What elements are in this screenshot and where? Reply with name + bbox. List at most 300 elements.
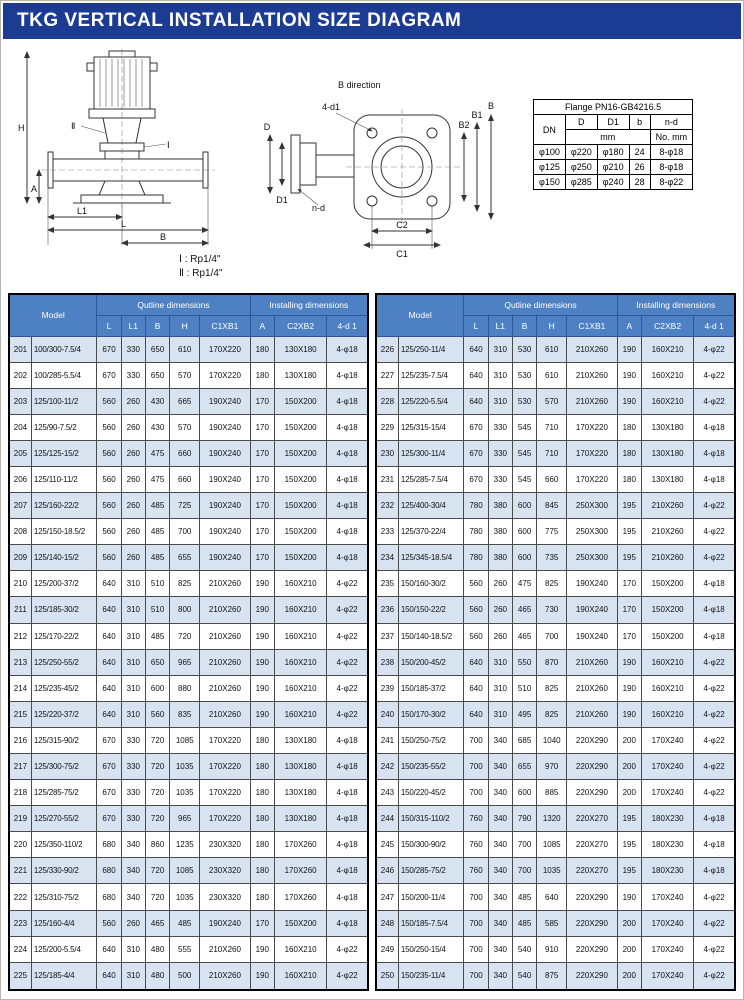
table-cell: 160X210 bbox=[274, 962, 326, 990]
table-cell: 190 bbox=[250, 936, 274, 962]
table-cell: 310 bbox=[488, 362, 512, 388]
table-cell: 26 bbox=[629, 160, 650, 175]
table-cell: 130X180 bbox=[274, 336, 326, 362]
table-cell: 190 bbox=[250, 649, 274, 675]
table-cell: 340 bbox=[488, 884, 512, 910]
table-cell: 685 bbox=[512, 727, 536, 753]
table-cell: 222 bbox=[9, 884, 31, 910]
table-cell: 4-φ18 bbox=[327, 727, 368, 753]
table-cell: 170X240 bbox=[641, 727, 693, 753]
table-cell: 200 bbox=[617, 910, 641, 936]
col-header-nd: n-d bbox=[650, 115, 693, 130]
table-cell: 4-φ18 bbox=[694, 466, 735, 492]
table-cell: 190X240 bbox=[200, 519, 250, 545]
table-cell: 125/185-30/2 bbox=[31, 597, 96, 623]
table-cell: 600 bbox=[145, 675, 169, 701]
table-cell: 150/200-45/2 bbox=[398, 649, 463, 675]
table-cell: 125/350-110/2 bbox=[31, 832, 96, 858]
table-row bbox=[9, 754, 368, 780]
table-cell: 100/300-7.5/4 bbox=[31, 336, 96, 362]
table-cell: 610 bbox=[537, 362, 567, 388]
table-cell: 780 bbox=[464, 519, 488, 545]
table-cell: 775 bbox=[537, 519, 567, 545]
table-cell: 640 bbox=[97, 649, 121, 675]
table-cell: 4-φ18 bbox=[327, 362, 368, 388]
table-cell: 485 bbox=[512, 910, 536, 936]
col-header-4d1: 4-d 1 bbox=[327, 315, 368, 336]
table-cell: 4-φ18 bbox=[327, 780, 368, 806]
table-cell: 170X240 bbox=[641, 780, 693, 806]
col-header-L1: L1 bbox=[488, 315, 512, 336]
table-cell: 340 bbox=[488, 962, 512, 990]
table-cell: 640 bbox=[537, 884, 567, 910]
table-cell: 330 bbox=[121, 336, 145, 362]
table-cell: 1035 bbox=[170, 780, 200, 806]
table-cell: 170 bbox=[250, 440, 274, 466]
table-cell: 340 bbox=[488, 910, 512, 936]
table-cell: 229 bbox=[376, 414, 398, 440]
table-cell: 195 bbox=[617, 806, 641, 832]
table-cell: 640 bbox=[97, 597, 121, 623]
table-cell: 220X290 bbox=[567, 962, 617, 990]
table-cell: 4-φ22 bbox=[327, 962, 368, 990]
table-cell: 4-φ22 bbox=[327, 597, 368, 623]
table-cell: 735 bbox=[537, 545, 567, 571]
port-label-2: Ⅱ bbox=[71, 121, 76, 131]
table-cell: 170X220 bbox=[200, 336, 250, 362]
table-cell: 4-φ22 bbox=[694, 519, 735, 545]
table-cell: 4-φ22 bbox=[694, 754, 735, 780]
table-cell: 8-φ18 bbox=[650, 145, 693, 160]
table-cell: 125/235-45/2 bbox=[31, 675, 96, 701]
table-cell: 125/315-15/4 bbox=[398, 414, 463, 440]
table-cell: 560 bbox=[97, 493, 121, 519]
table-cell: 125/235-7.5/4 bbox=[398, 362, 463, 388]
table-cell: 660 bbox=[537, 466, 567, 492]
table-cell: 170 bbox=[250, 414, 274, 440]
table-cell: 180X230 bbox=[641, 806, 693, 832]
table-cell: 700 bbox=[464, 936, 488, 962]
table-cell: 4-φ18 bbox=[694, 571, 735, 597]
table-cell: φ180 bbox=[597, 145, 629, 160]
table-cell: 530 bbox=[512, 362, 536, 388]
table-row bbox=[9, 466, 368, 492]
table-cell: 4-φ18 bbox=[327, 884, 368, 910]
table-cell: 170X220 bbox=[200, 780, 250, 806]
table-cell: 330 bbox=[121, 806, 145, 832]
table-cell: 223 bbox=[9, 910, 31, 936]
col-header-L: L bbox=[97, 315, 121, 336]
table-cell: 4-φ22 bbox=[694, 493, 735, 519]
table-cell: 825 bbox=[537, 571, 567, 597]
table-cell: 215 bbox=[9, 701, 31, 727]
table-cell: 130X180 bbox=[274, 806, 326, 832]
table-cell: 205 bbox=[9, 440, 31, 466]
table-cell: 655 bbox=[512, 754, 536, 780]
table-row bbox=[9, 649, 368, 675]
table-cell: 1035 bbox=[170, 884, 200, 910]
table-cell: 500 bbox=[170, 962, 200, 990]
table-cell: 150/220-45/2 bbox=[398, 780, 463, 806]
table-cell: 4-φ22 bbox=[694, 649, 735, 675]
table-cell: 180 bbox=[617, 440, 641, 466]
table-cell: 180X230 bbox=[641, 858, 693, 884]
table-row bbox=[9, 597, 368, 623]
table-cell: 170 bbox=[250, 545, 274, 571]
table-cell: 228 bbox=[376, 388, 398, 414]
table-cell: 330 bbox=[121, 780, 145, 806]
dim-label-l: L bbox=[121, 219, 127, 229]
table-cell: 660 bbox=[170, 440, 200, 466]
table-cell: 125/200-5.5/4 bbox=[31, 936, 96, 962]
table-cell: 180 bbox=[250, 727, 274, 753]
table-cell: 195 bbox=[617, 519, 641, 545]
table-row bbox=[376, 675, 735, 701]
table-cell: 655 bbox=[170, 545, 200, 571]
table-cell: 310 bbox=[488, 649, 512, 675]
table-cell: 217 bbox=[9, 754, 31, 780]
table-cell: 190X240 bbox=[200, 388, 250, 414]
table-cell: 310 bbox=[121, 936, 145, 962]
table-cell: 560 bbox=[464, 571, 488, 597]
table-cell: 670 bbox=[97, 780, 121, 806]
table-cell: 640 bbox=[464, 336, 488, 362]
table-cell: 700 bbox=[464, 754, 488, 780]
table-cell: 160X210 bbox=[274, 936, 326, 962]
flange-table-wrap bbox=[533, 99, 693, 190]
table-cell: 610 bbox=[537, 336, 567, 362]
col-header-d: D bbox=[565, 115, 597, 130]
table-cell: 150/150-22/2 bbox=[398, 597, 463, 623]
table-cell: 245 bbox=[376, 832, 398, 858]
table-row bbox=[9, 675, 368, 701]
table-cell: φ220 bbox=[565, 145, 597, 160]
table-cell: 665 bbox=[170, 388, 200, 414]
col-header-B: B bbox=[145, 315, 169, 336]
table-cell: 880 bbox=[170, 675, 200, 701]
table-cell: 180 bbox=[617, 466, 641, 492]
table-cell: 170 bbox=[250, 466, 274, 492]
table-row bbox=[9, 936, 368, 962]
table-cell: 380 bbox=[488, 493, 512, 519]
flange-table bbox=[533, 99, 693, 190]
table-cell: 800 bbox=[170, 597, 200, 623]
table-cell: 195 bbox=[617, 545, 641, 571]
table-cell: 210X260 bbox=[567, 649, 617, 675]
table-cell: 720 bbox=[170, 623, 200, 649]
table-cell: 545 bbox=[512, 414, 536, 440]
table-cell: 4-φ22 bbox=[694, 884, 735, 910]
table-cell: 150/235-11/4 bbox=[398, 962, 463, 990]
table-cell: 125/370-22/4 bbox=[398, 519, 463, 545]
table-cell: 190 bbox=[617, 884, 641, 910]
table-cell: 475 bbox=[145, 466, 169, 492]
table-cell: 260 bbox=[121, 545, 145, 571]
table-cell: 965 bbox=[170, 806, 200, 832]
table-cell: 170X220 bbox=[567, 414, 617, 440]
table-cell: 4-φ22 bbox=[694, 701, 735, 727]
table-cell: 4-φ22 bbox=[694, 675, 735, 701]
table-cell: 125/150-18.5/2 bbox=[31, 519, 96, 545]
table-cell: 560 bbox=[97, 545, 121, 571]
table-row bbox=[9, 806, 368, 832]
table-cell: 125/220-5.5/4 bbox=[398, 388, 463, 414]
table-cell: 480 bbox=[145, 936, 169, 962]
table-cell: 125/315-90/2 bbox=[31, 727, 96, 753]
table-cell: 240 bbox=[376, 701, 398, 727]
table-cell: 125/250-55/2 bbox=[31, 649, 96, 675]
table-cell: φ240 bbox=[597, 175, 629, 190]
table-cell: 560 bbox=[97, 910, 121, 936]
table-cell: 310 bbox=[488, 388, 512, 414]
table-cell: 485 bbox=[145, 493, 169, 519]
table-cell: 236 bbox=[376, 597, 398, 623]
table-cell: 200 bbox=[617, 936, 641, 962]
table-cell: 160X210 bbox=[274, 675, 326, 701]
table-cell: 790 bbox=[512, 806, 536, 832]
table-cell: 640 bbox=[464, 362, 488, 388]
dimension-tables bbox=[8, 293, 736, 991]
table-cell: 310 bbox=[121, 623, 145, 649]
table-cell: 670 bbox=[464, 440, 488, 466]
table-cell: 1320 bbox=[537, 806, 567, 832]
table-cell: φ125 bbox=[534, 160, 566, 175]
table-cell: 234 bbox=[376, 545, 398, 571]
dim-label-a: A bbox=[31, 184, 38, 194]
table-cell: 610 bbox=[170, 336, 200, 362]
table-cell: 1085 bbox=[170, 727, 200, 753]
table-cell: 560 bbox=[97, 440, 121, 466]
table-cell: 310 bbox=[121, 649, 145, 675]
table-cell: 545 bbox=[512, 466, 536, 492]
table-cell: 204 bbox=[9, 414, 31, 440]
table-cell: 340 bbox=[121, 884, 145, 910]
table-cell: 310 bbox=[488, 675, 512, 701]
table-cell: 125/270-55/2 bbox=[31, 806, 96, 832]
table-cell: 965 bbox=[170, 649, 200, 675]
table-row bbox=[376, 623, 735, 649]
table-cell: 710 bbox=[537, 414, 567, 440]
table-cell: 210X260 bbox=[567, 362, 617, 388]
dim-label-l1: L1 bbox=[77, 206, 88, 216]
table-cell: 4-φ18 bbox=[694, 832, 735, 858]
table-cell: 243 bbox=[376, 780, 398, 806]
table-cell: 220X290 bbox=[567, 884, 617, 910]
table-cell: 150/160-30/2 bbox=[398, 571, 463, 597]
table-cell: 570 bbox=[170, 362, 200, 388]
table-cell: 680 bbox=[97, 884, 121, 910]
table-cell: 150/140-18.5/2 bbox=[398, 623, 463, 649]
table-cell: 250X300 bbox=[567, 519, 617, 545]
table-cell: 180 bbox=[250, 884, 274, 910]
table-cell: 4-φ18 bbox=[327, 493, 368, 519]
table-cell: 340 bbox=[488, 832, 512, 858]
table-cell: 239 bbox=[376, 675, 398, 701]
col-header-c1xb1: C1XB1 bbox=[567, 315, 617, 336]
table-cell: 150X200 bbox=[274, 440, 326, 466]
table-cell: 220X270 bbox=[567, 858, 617, 884]
table-cell: 150/170-30/2 bbox=[398, 701, 463, 727]
table-cell: 125/160-22/2 bbox=[31, 493, 96, 519]
table-cell: 190 bbox=[617, 336, 641, 362]
table-cell: 200 bbox=[617, 727, 641, 753]
table-row bbox=[9, 362, 368, 388]
table-cell: 190X240 bbox=[200, 545, 250, 571]
table-cell: 238 bbox=[376, 649, 398, 675]
table-cell: 260 bbox=[121, 493, 145, 519]
table-cell: 125/90-7.5/2 bbox=[31, 414, 96, 440]
table-cell: 650 bbox=[145, 336, 169, 362]
table-cell: 200 bbox=[617, 962, 641, 990]
table-cell: 130X180 bbox=[641, 440, 693, 466]
page-title: TKG VERTICAL INSTALLATION SIZE DIAGRAM bbox=[3, 3, 741, 39]
table-cell: 190X240 bbox=[200, 910, 250, 936]
diagram-area bbox=[1, 41, 743, 293]
table-cell: 560 bbox=[97, 519, 121, 545]
table-row bbox=[9, 910, 368, 936]
table-cell: 1235 bbox=[170, 832, 200, 858]
table-cell: 200 bbox=[617, 754, 641, 780]
table-cell: 600 bbox=[512, 780, 536, 806]
table-cell: 260 bbox=[121, 388, 145, 414]
col-header-outline: Qutline dimensions bbox=[464, 294, 617, 315]
table-row bbox=[376, 493, 735, 519]
unit-no-mm: No. mm bbox=[650, 130, 693, 145]
table-cell: 260 bbox=[121, 910, 145, 936]
table-cell: 160X210 bbox=[641, 388, 693, 414]
table-cell: 170X220 bbox=[567, 440, 617, 466]
table-cell: 560 bbox=[145, 701, 169, 727]
table-cell: 340 bbox=[488, 780, 512, 806]
table-cell: φ100 bbox=[534, 145, 566, 160]
table-cell: 150X200 bbox=[641, 571, 693, 597]
table-cell: 170X220 bbox=[200, 754, 250, 780]
table-row bbox=[376, 754, 735, 780]
table-cell: 150X200 bbox=[274, 414, 326, 440]
table-row bbox=[376, 701, 735, 727]
table-row bbox=[9, 623, 368, 649]
table-cell: 230X320 bbox=[200, 884, 250, 910]
table-cell: 180 bbox=[250, 754, 274, 780]
table-cell: 150X200 bbox=[274, 910, 326, 936]
table-cell: 875 bbox=[537, 962, 567, 990]
table-cell: 180 bbox=[250, 336, 274, 362]
table-row bbox=[9, 440, 368, 466]
table-cell: 570 bbox=[537, 388, 567, 414]
table-cell: 4-φ22 bbox=[694, 910, 735, 936]
table-cell: 4-φ18 bbox=[327, 440, 368, 466]
table-cell: 210X260 bbox=[200, 962, 250, 990]
table-cell: 540 bbox=[512, 936, 536, 962]
col-header-4d1: 4-d 1 bbox=[694, 315, 735, 336]
table-cell: 125/125-15/2 bbox=[31, 440, 96, 466]
table-cell: 4-φ18 bbox=[327, 832, 368, 858]
table-cell: 230 bbox=[376, 440, 398, 466]
col-header-H: H bbox=[170, 315, 200, 336]
table-cell: 241 bbox=[376, 727, 398, 753]
table-cell: 246 bbox=[376, 858, 398, 884]
col-header-outline: Qutline dimensions bbox=[97, 294, 250, 315]
dim-label-d: D bbox=[263, 122, 271, 132]
table-cell: φ150 bbox=[534, 175, 566, 190]
table-cell: 220X270 bbox=[567, 806, 617, 832]
dim-label-c2: C2 bbox=[396, 220, 408, 230]
table-cell: 250X300 bbox=[567, 493, 617, 519]
table-cell: 330 bbox=[121, 727, 145, 753]
table-cell: 24 bbox=[629, 145, 650, 160]
col-header-H: H bbox=[537, 315, 567, 336]
table-cell: 4-φ22 bbox=[327, 936, 368, 962]
table-cell: 190 bbox=[250, 571, 274, 597]
table-cell: 203 bbox=[9, 388, 31, 414]
table-cell: 232 bbox=[376, 493, 398, 519]
table-cell: 260 bbox=[121, 440, 145, 466]
table-cell: 670 bbox=[97, 362, 121, 388]
table-cell: 160X210 bbox=[274, 623, 326, 649]
table-row bbox=[9, 519, 368, 545]
table-cell: 340 bbox=[488, 936, 512, 962]
table-cell: 475 bbox=[145, 440, 169, 466]
pump-outline-drawing bbox=[17, 47, 232, 259]
flange-table-title: Flange PN16-GB4216.5 bbox=[534, 100, 693, 115]
table-cell: 4-φ18 bbox=[327, 414, 368, 440]
table-cell: 640 bbox=[97, 936, 121, 962]
table-cell: 210X260 bbox=[567, 701, 617, 727]
table-cell: 210X260 bbox=[641, 493, 693, 519]
table-cell: 190 bbox=[617, 649, 641, 675]
table-cell: 180 bbox=[617, 414, 641, 440]
table-cell: 310 bbox=[121, 701, 145, 727]
table-cell: 430 bbox=[145, 388, 169, 414]
table-cell: 660 bbox=[170, 466, 200, 492]
table-cell: 100/285-5.5/4 bbox=[31, 362, 96, 388]
table-cell: 485 bbox=[145, 623, 169, 649]
table-row bbox=[9, 493, 368, 519]
table-cell: 190X240 bbox=[200, 466, 250, 492]
table-cell: 195 bbox=[617, 832, 641, 858]
table-cell: 585 bbox=[537, 910, 567, 936]
table-cell: 220X270 bbox=[567, 832, 617, 858]
table-cell: 170X220 bbox=[567, 466, 617, 492]
table-cell: 180 bbox=[250, 806, 274, 832]
table-cell: 150/235-55/2 bbox=[398, 754, 463, 780]
table-cell: 180 bbox=[250, 362, 274, 388]
table-cell: 510 bbox=[145, 571, 169, 597]
table-cell: 150/300-90/2 bbox=[398, 832, 463, 858]
table-cell: 190X240 bbox=[567, 597, 617, 623]
table-cell: 970 bbox=[537, 754, 567, 780]
table-cell: 190 bbox=[617, 388, 641, 414]
table-cell: 233 bbox=[376, 519, 398, 545]
table-cell: 670 bbox=[97, 727, 121, 753]
table-cell: 860 bbox=[145, 832, 169, 858]
table-cell: 825 bbox=[537, 675, 567, 701]
table-cell: 1085 bbox=[537, 832, 567, 858]
table-cell: 600 bbox=[512, 545, 536, 571]
table-row bbox=[376, 597, 735, 623]
table-cell: 560 bbox=[464, 597, 488, 623]
table-row bbox=[376, 858, 735, 884]
table-cell: 210X260 bbox=[200, 675, 250, 701]
table-cell: 720 bbox=[145, 858, 169, 884]
table-cell: 330 bbox=[488, 440, 512, 466]
table-cell: 220X290 bbox=[567, 936, 617, 962]
table-cell: 340 bbox=[488, 727, 512, 753]
table-cell: 700 bbox=[464, 910, 488, 936]
table-cell: 465 bbox=[145, 910, 169, 936]
table-row bbox=[9, 884, 368, 910]
table-cell: 640 bbox=[97, 623, 121, 649]
